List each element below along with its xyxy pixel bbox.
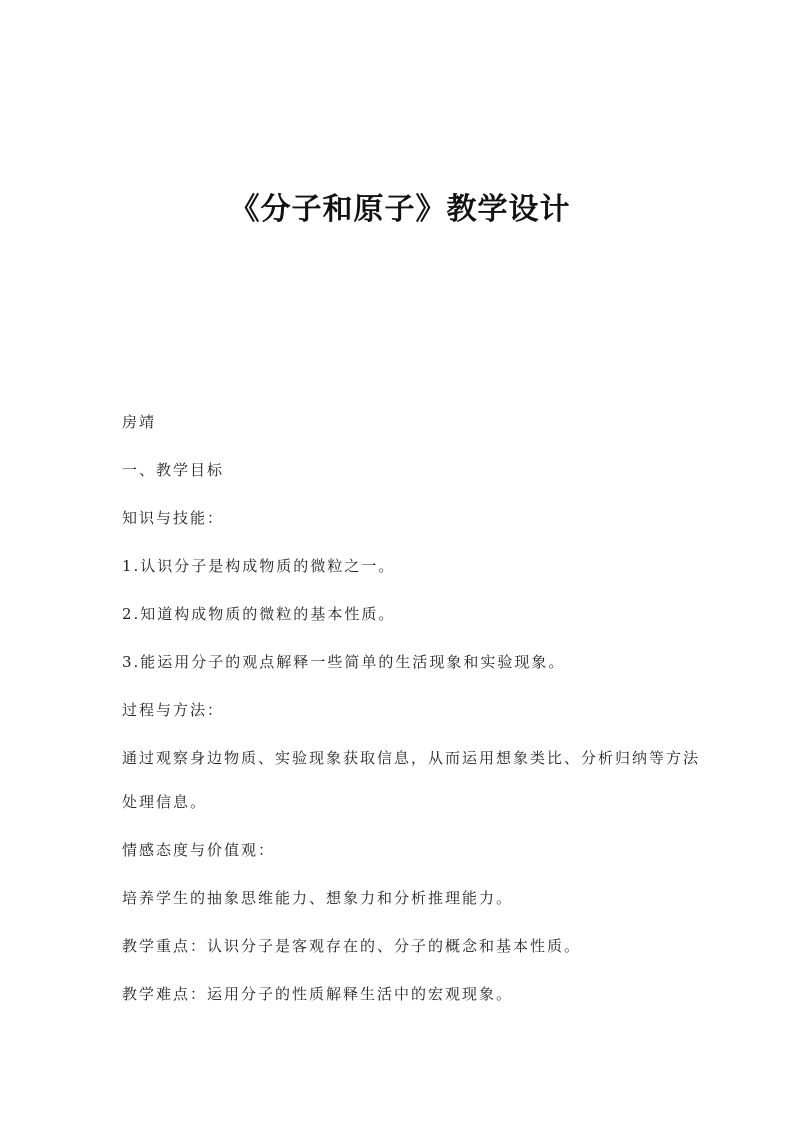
author-line: 房靖 xyxy=(122,413,157,431)
paragraph-process-line-1: 通过观察身边物质、实验现象获取信息，从而运用想象类比、分析归纳等方法 xyxy=(122,749,701,767)
subheading-knowledge-skills: 知识与技能： xyxy=(122,509,225,527)
document-title: 《分子和原子》教学设计 xyxy=(229,192,571,227)
teaching-difficulty: 教学难点：运用分子的性质解释生活中的宏观现象。 xyxy=(122,985,514,1003)
paragraph-process-line-2: 处理信息。 xyxy=(122,793,208,811)
list-item-1: 1.认识分子是构成物质的微粒之一。 xyxy=(122,557,396,575)
section-heading-objectives: 一、教学目标 xyxy=(122,461,225,479)
paragraph-attitude: 培养学生的抽象思维能力、想象力和分析推理能力。 xyxy=(122,889,514,907)
subheading-attitude-values: 情感态度与价值观： xyxy=(122,841,276,859)
list-item-2: 2.知道构成物质的微粒的基本性质。 xyxy=(122,605,396,623)
list-item-3: 3.能运用分子的观点解释一些简单的生活现象和实验现象。 xyxy=(122,653,566,671)
teaching-key-point: 教学重点：认识分子是客观存在的、分子的概念和基本性质。 xyxy=(122,937,582,955)
subheading-process-method: 过程与方法： xyxy=(122,701,225,719)
